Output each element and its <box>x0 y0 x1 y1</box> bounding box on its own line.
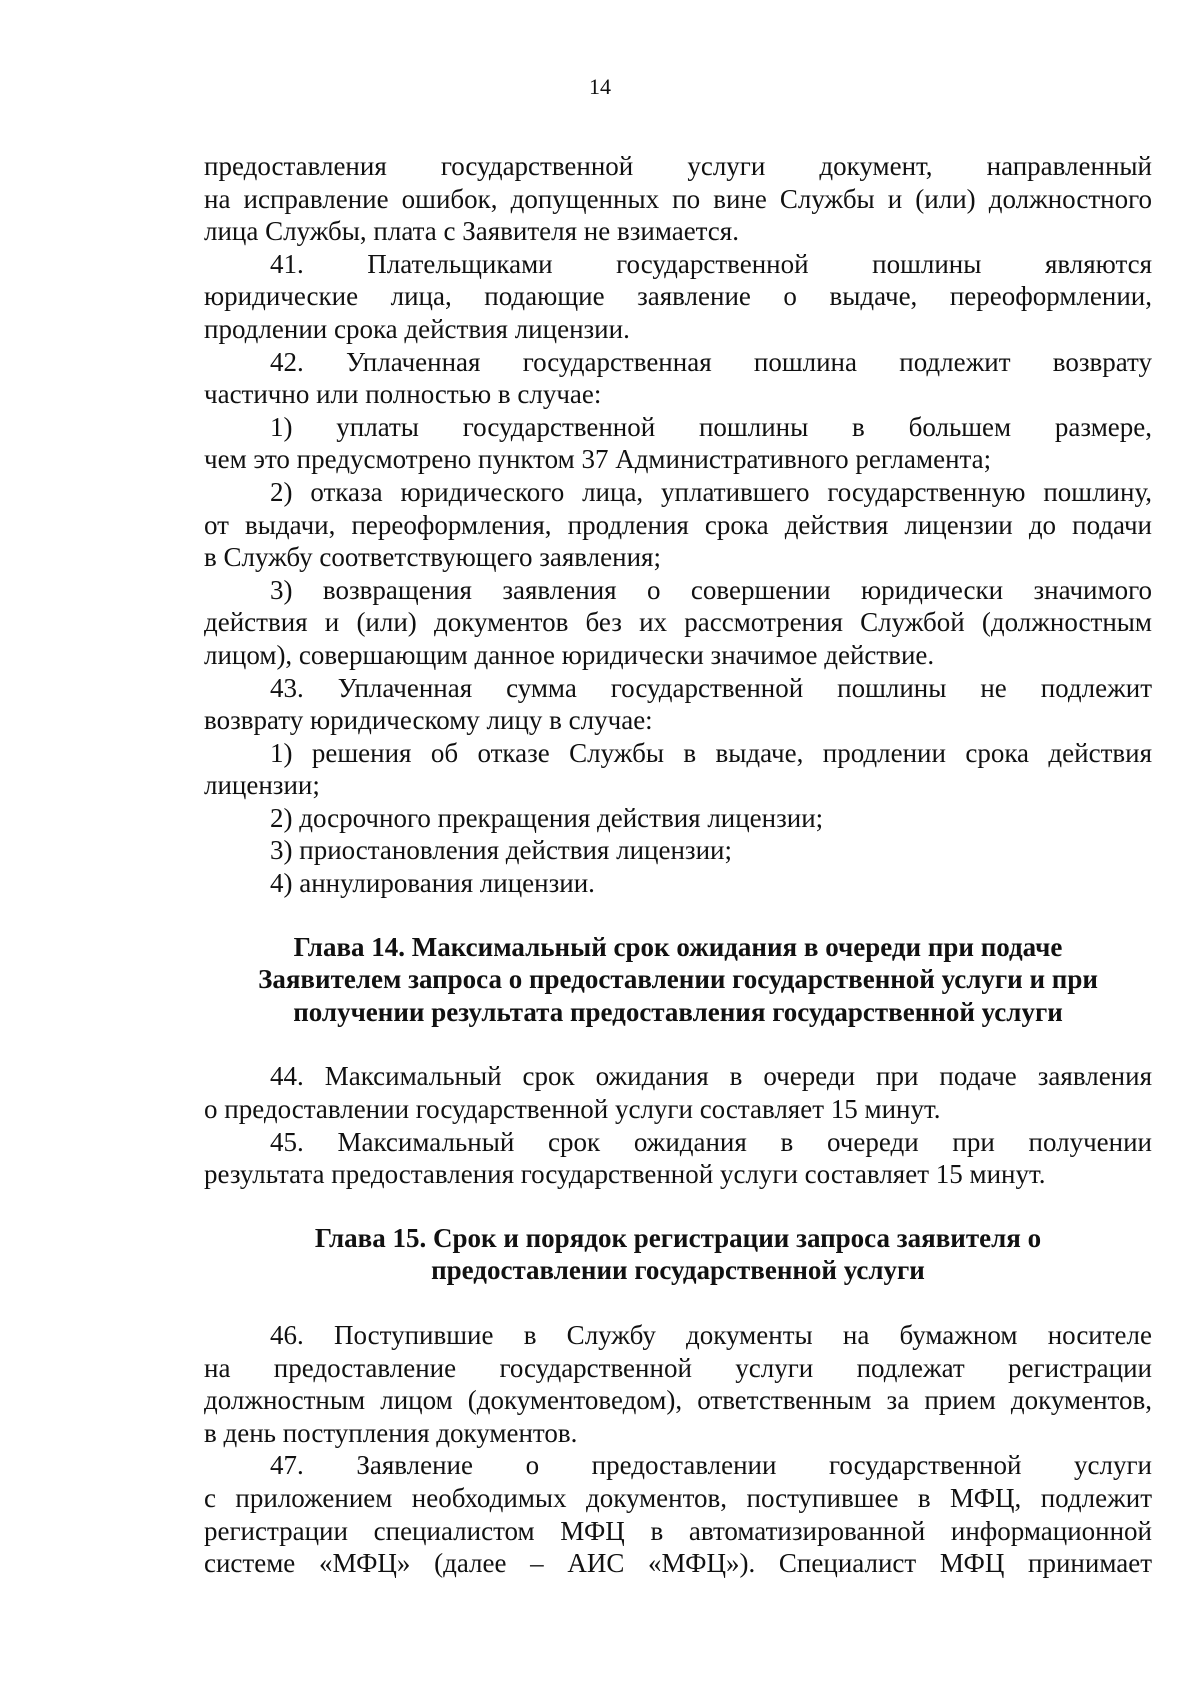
heading-spacing <box>204 900 1152 931</box>
paragraph-line: 47. Заявление о предоставлении государственной услуги <box>270 1450 1152 1481</box>
heading-line: получении результата предоставления государственной услуги <box>293 996 1063 1027</box>
paragraph-line: в день поступления документов. <box>204 1417 578 1448</box>
paragraph-line: с приложением необходимых документов, поступившее в МФЦ, подлежит <box>204 1482 1152 1513</box>
chapter-heading <box>204 1222 1152 1287</box>
paragraph-line: предоставления государственной услуги документ, направленный <box>204 151 1152 181</box>
paragraph-line: лица Службы, плата с Заявителя не взимается. <box>204 216 739 247</box>
paragraph-line: чем это предусмотрено пунктом 37 Административного регламента; <box>204 444 992 475</box>
paragraph-line: 2) досрочного прекращения действия лицензии; <box>270 802 824 833</box>
paragraph-line: 45. Максимальный срок ожидания в очереди при получении <box>270 1126 1152 1157</box>
chapter-heading <box>204 931 1152 1029</box>
paragraph-line: лицензии; <box>204 770 320 801</box>
paragraph-line: лицом), совершающим данное юридически значимое действие. <box>204 639 935 670</box>
paragraph-line: системе «МФЦ» (далее – АИС «МФЦ»). Специалист МФЦ принимает <box>204 1548 1152 1579</box>
paragraph-line: на предоставление государственной услуги подлежат регистрации <box>204 1352 1152 1383</box>
heading-line: Заявителем запроса о предоставлении государственной услуги и при <box>258 964 1098 995</box>
paragraph-line: результата предоставления государственной услуги составляет 15 минут. <box>204 1159 1046 1190</box>
paragraph-line: 2) отказа юридического лица, уплатившего государственную пошлину, <box>270 476 1152 507</box>
paragraph-line: 1) решения об отказе Службы в выдаче, продлении срока действия <box>270 737 1152 768</box>
paragraph-line: 41. Плательщиками государственной пошлины являются <box>270 248 1152 279</box>
paragraph-line: продлении срока действия лицензии. <box>204 313 630 344</box>
paragraph-line: 43. Уплаченная сумма государственной пошлины не подлежит <box>270 672 1152 703</box>
page-number: 14 <box>589 74 611 99</box>
heading-line: Глава 14. Максимальный срок ожидания в очереди при подаче <box>293 931 1063 962</box>
paragraph-line: частично или полностью в случае: <box>204 379 602 410</box>
heading-spacing <box>204 1191 1152 1222</box>
paragraph-line: юридические лица, подающие заявление о выдаче, переоформлении, <box>204 281 1152 312</box>
paragraph-line: действия и (или) документов без их рассмотрения Службой (должностным <box>204 607 1152 638</box>
paragraph-line: на исправление ошибок, допущенных по вине Службы и (или) должностного <box>204 183 1152 214</box>
paragraph-line: должностным лицом (документоведом), ответственным за прием документов, <box>204 1385 1152 1416</box>
heading-spacing <box>204 1028 1152 1060</box>
paragraph-line: 3) приостановления действия лицензии; <box>270 835 732 866</box>
heading-line: предоставлении государственной услуги <box>431 1255 925 1286</box>
paragraph-line: 4) аннулирования лицензии. <box>270 868 595 899</box>
paragraph-line: о предоставлении государственной услуги составляет 15 минут. <box>204 1094 941 1125</box>
paragraph-line: возврату юридическому лицу в случае: <box>204 705 653 736</box>
paragraph-line: 44. Максимальный срок ожидания в очереди при подаче заявления <box>270 1061 1152 1092</box>
paragraph-line: от выдачи, переоформления, продления срока действия лицензии до подачи <box>204 509 1152 540</box>
paragraph-line: 46. Поступившие в Службу документы на бумажном носителе <box>270 1320 1152 1350</box>
paragraph-line: в Службу соответствующего заявления; <box>204 542 661 573</box>
paragraph-line: 42. Уплаченная государственная пошлина подлежит возврату <box>270 346 1152 377</box>
paragraph-line: регистрации специалистом МФЦ в автоматизированной информационной <box>204 1515 1152 1546</box>
heading-spacing <box>204 1287 1152 1319</box>
paragraph-line: 1) уплаты государственной пошлины в большем размере, <box>270 411 1152 442</box>
heading-line: Глава 15. Срок и порядок регистрации запроса заявителя о <box>314 1222 1042 1253</box>
document-body <box>204 150 1152 1580</box>
paragraph-line: 3) возвращения заявления о совершении юридически значимого <box>270 574 1152 605</box>
